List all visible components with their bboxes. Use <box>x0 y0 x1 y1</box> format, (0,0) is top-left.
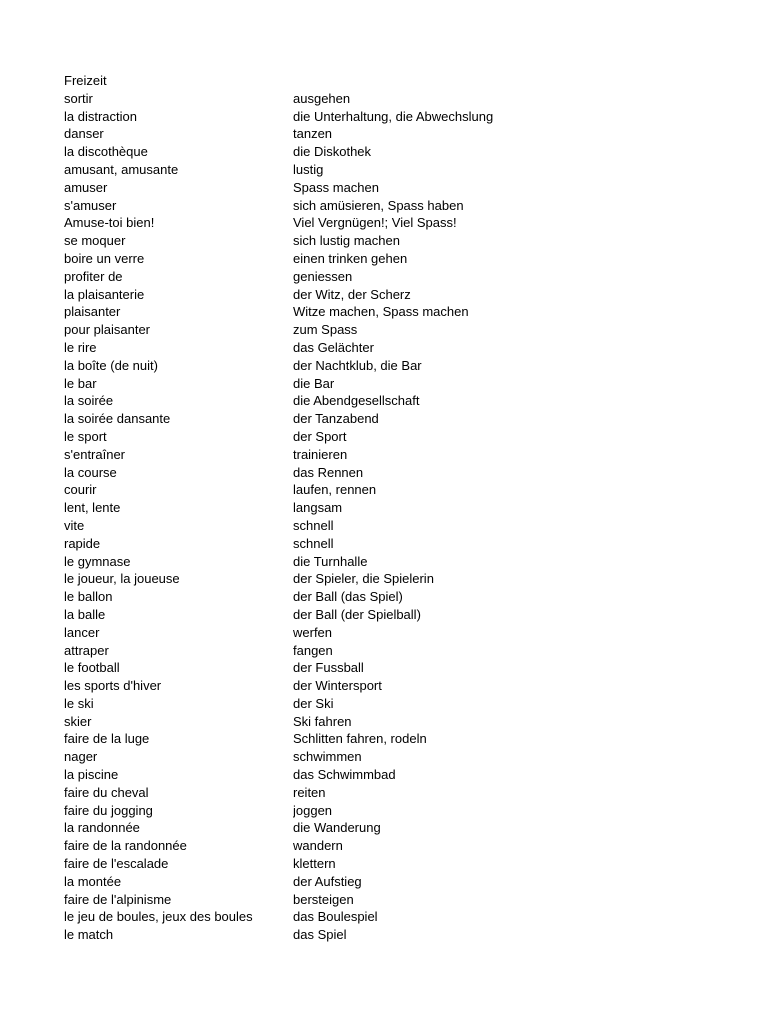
vocabulary-row <box>64 446 744 464</box>
german-translation: fangen <box>293 642 333 658</box>
french-term: la course <box>64 464 117 480</box>
vocabulary-row <box>64 90 744 108</box>
french-term: la discothèque <box>64 144 148 160</box>
vocabulary-row <box>64 286 744 304</box>
vocabulary-row <box>64 321 744 339</box>
page-title: Freizeit <box>64 73 107 88</box>
vocabulary-row <box>64 553 744 571</box>
french-term: amusant, amusante <box>64 161 179 177</box>
vocabulary-row <box>64 339 744 357</box>
german-translation: zum Spass <box>293 322 358 338</box>
french-term: le sport <box>64 428 107 444</box>
german-translation: das Schwimmbad <box>293 767 396 783</box>
vocabulary-row <box>64 766 744 784</box>
french-term: les sports d'hiver <box>64 678 162 694</box>
german-translation: ausgehen <box>293 90 351 106</box>
german-translation: das Boulespiel <box>293 909 378 925</box>
french-term: s'entraîner <box>64 446 126 462</box>
vocabulary-row <box>64 695 744 713</box>
french-term: la plaisanterie <box>64 286 145 302</box>
vocabulary-row <box>64 659 744 677</box>
french-term: attraper <box>64 642 109 658</box>
vocabulary-row <box>64 499 744 517</box>
vocabulary-row <box>64 570 744 588</box>
french-term: le bar <box>64 375 97 391</box>
german-translation: der Ball (das Spiel) <box>293 589 403 605</box>
german-translation: klettern <box>293 856 336 872</box>
german-translation: der Aufstieg <box>293 873 362 889</box>
german-translation: der Nachtklub, die Bar <box>293 357 422 373</box>
vocabulary-row <box>64 428 744 446</box>
vocabulary-row <box>64 179 744 197</box>
german-translation: die Unterhaltung, die Abwechslung <box>293 108 494 124</box>
french-term: le match <box>64 927 114 943</box>
german-translation: der Ball (der Spielball) <box>293 606 421 622</box>
german-translation: schnell <box>293 535 334 551</box>
vocabulary-row <box>64 837 744 855</box>
vocabulary-row <box>64 232 744 250</box>
german-translation: Spass machen <box>293 179 379 195</box>
french-term: sortir <box>64 90 93 106</box>
french-term: profiter de <box>64 268 123 284</box>
vocabulary-row <box>64 624 744 642</box>
french-term: faire de l'alpinisme <box>64 891 172 907</box>
vocabulary-row <box>64 891 744 909</box>
german-translation: die Bar <box>293 375 335 391</box>
french-term: la soirée dansante <box>64 411 171 427</box>
german-translation: die Abendgesellschaft <box>293 393 420 409</box>
vocabulary-row <box>64 730 744 748</box>
vocabulary-row <box>64 464 744 482</box>
french-term: le ballon <box>64 589 113 605</box>
german-translation: bersteigen <box>293 891 354 907</box>
german-translation: schwimmen <box>293 749 362 765</box>
vocabulary-row <box>64 108 744 126</box>
vocabulary-row <box>64 642 744 660</box>
vocabulary-row <box>64 713 744 731</box>
french-term: amuser <box>64 179 108 195</box>
german-translation: die Wanderung <box>293 820 381 836</box>
vocabulary-row <box>64 855 744 873</box>
german-translation: geniessen <box>293 268 353 284</box>
vocabulary-row <box>64 481 744 499</box>
german-translation: reiten <box>293 784 326 800</box>
vocabulary-row <box>64 143 744 161</box>
vocabulary-row <box>64 197 744 215</box>
french-term: rapide <box>64 535 101 551</box>
german-translation: der Sport <box>293 428 347 444</box>
french-term: la randonnée <box>64 820 140 836</box>
french-term: s'amuser <box>64 197 117 213</box>
french-term: faire du jogging <box>64 802 153 818</box>
german-translation: sich amüsieren, Spass haben <box>293 197 464 213</box>
german-translation: das Rennen <box>293 464 364 480</box>
vocabulary-row <box>64 268 744 286</box>
vocabulary-row <box>64 357 744 375</box>
german-translation: das Gelächter <box>293 339 374 355</box>
french-term: la balle <box>64 606 106 622</box>
french-term: faire de la randonnée <box>64 838 187 854</box>
french-term: faire de l'escalade <box>64 856 169 872</box>
german-translation: der Fussball <box>293 660 364 676</box>
german-translation: langsam <box>293 500 343 516</box>
vocabulary-row <box>64 375 744 393</box>
vocabulary-row <box>64 748 744 766</box>
vocabulary-row <box>64 214 744 232</box>
french-term: courir <box>64 482 97 498</box>
german-translation: die Diskothek <box>293 144 372 160</box>
french-term: la boîte (de nuit) <box>64 357 158 373</box>
german-translation: schnell <box>293 517 334 533</box>
french-term: Amuse-toi bien! <box>64 215 155 231</box>
german-translation: der Spieler, die Spielerin <box>293 571 434 587</box>
vocabulary-row <box>64 606 744 624</box>
german-translation: Schlitten fahren, rodeln <box>293 731 427 747</box>
french-term: skier <box>64 713 92 729</box>
german-translation: der Ski <box>293 695 334 711</box>
vocabulary-row <box>64 517 744 535</box>
vocabulary-row <box>64 677 744 695</box>
french-term: plaisanter <box>64 304 121 320</box>
german-translation: der Wintersport <box>293 678 382 694</box>
vocabulary-row <box>64 303 744 321</box>
vocabulary-row <box>64 819 744 837</box>
french-term: le gymnase <box>64 553 131 569</box>
german-translation: werfen <box>293 624 333 640</box>
french-term: boire un verre <box>64 250 145 266</box>
french-term: se moquer <box>64 233 126 249</box>
french-term: lent, lente <box>64 500 121 516</box>
german-translation: der Witz, der Scherz <box>293 286 411 302</box>
german-translation: Witze machen, Spass machen <box>293 304 469 320</box>
german-translation: joggen <box>293 802 333 818</box>
vocabulary-row <box>64 802 744 820</box>
vocabulary-row <box>64 588 744 606</box>
french-term: la montée <box>64 873 122 889</box>
french-term: la piscine <box>64 767 119 783</box>
french-term: lancer <box>64 624 100 640</box>
vocabulary-row <box>64 161 744 179</box>
french-term: la distraction <box>64 108 137 124</box>
vocabulary-row <box>64 410 744 428</box>
vocabulary-list <box>64 90 744 944</box>
german-translation: laufen, rennen <box>293 482 377 498</box>
german-translation: tanzen <box>293 126 333 142</box>
german-translation: trainieren <box>293 446 348 462</box>
french-term: faire du cheval <box>64 784 149 800</box>
german-translation: das Spiel <box>293 927 347 943</box>
french-term: le rire <box>64 339 97 355</box>
vocabulary-row <box>64 392 744 410</box>
german-translation: sich lustig machen <box>293 233 400 249</box>
german-translation: der Tanzabend <box>293 411 379 427</box>
french-term: la soirée <box>64 393 114 409</box>
german-translation: einen trinken gehen <box>293 250 408 266</box>
french-term: vite <box>64 517 85 533</box>
french-term: le football <box>64 660 120 676</box>
french-term: pour plaisanter <box>64 322 150 338</box>
german-translation: lustig <box>293 161 324 177</box>
vocabulary-row <box>64 908 744 926</box>
german-translation: die Turnhalle <box>293 553 368 569</box>
vocabulary-row <box>64 535 744 553</box>
german-translation: Ski fahren <box>293 713 352 729</box>
french-term: danser <box>64 126 104 142</box>
french-term: le jeu de boules, jeux des boules <box>64 909 253 925</box>
french-term: le ski <box>64 695 94 711</box>
vocabulary-row <box>64 873 744 891</box>
french-term: faire de la luge <box>64 731 150 747</box>
vocabulary-row <box>64 250 744 268</box>
vocabulary-row <box>64 926 744 944</box>
french-term: nager <box>64 749 98 765</box>
french-term: le joueur, la joueuse <box>64 571 180 587</box>
german-translation: wandern <box>293 838 343 854</box>
german-translation: Viel Vergnügen!; Viel Spass! <box>293 215 457 231</box>
vocabulary-row <box>64 784 744 802</box>
vocabulary-row <box>64 125 744 143</box>
